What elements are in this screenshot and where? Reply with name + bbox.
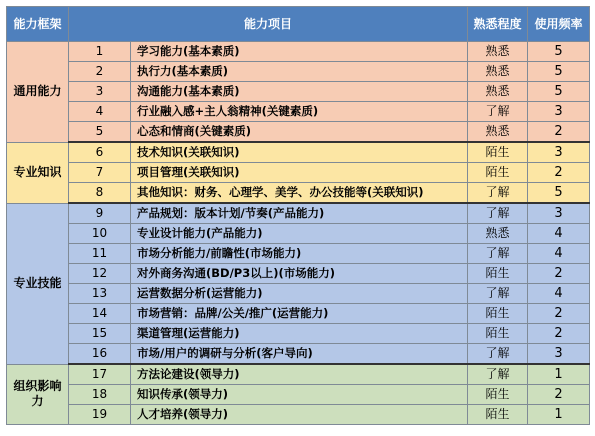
- row-number: 13: [69, 284, 131, 304]
- familiarity-value: 陌生: [468, 264, 528, 284]
- familiarity-value: 熟悉: [468, 122, 528, 143]
- table-row: [7, 163, 590, 183]
- row-number: 8: [69, 183, 131, 204]
- familiarity-value: 陌生: [468, 405, 528, 425]
- row-number: 10: [69, 224, 131, 244]
- ability-item: 知识传承(领导力): [131, 385, 468, 405]
- table-row: [7, 304, 590, 324]
- ability-item: 方法论建设(领导力): [131, 364, 468, 385]
- frequency-value: 5: [528, 82, 590, 102]
- familiarity-value: 陌生: [468, 163, 528, 183]
- table-row: [7, 102, 590, 122]
- ability-table: [6, 6, 590, 425]
- row-number: 14: [69, 304, 131, 324]
- frequency-value: 2: [528, 385, 590, 405]
- familiarity-value: 熟悉: [468, 42, 528, 62]
- header-framework: 能力框架: [7, 7, 69, 42]
- frequency-value: 2: [528, 304, 590, 324]
- frequency-value: 2: [528, 163, 590, 183]
- frequency-value: 4: [528, 244, 590, 264]
- ability-item: 执行力(基本素质): [131, 62, 468, 82]
- familiarity-value: 了解: [468, 183, 528, 204]
- ability-item: 学习能力(基本素质): [131, 42, 468, 62]
- table-row: [7, 62, 590, 82]
- frequency-value: 5: [528, 62, 590, 82]
- category-cell: 通用能力: [7, 42, 69, 143]
- table-row: [7, 385, 590, 405]
- row-number: 4: [69, 102, 131, 122]
- ability-item: 运营数据分析(运营能力): [131, 284, 468, 304]
- ability-item: 行业融入感+主人翁精神(关键素质): [131, 102, 468, 122]
- familiarity-value: 了解: [468, 344, 528, 365]
- table-body: [7, 42, 590, 425]
- frequency-value: 3: [528, 142, 590, 163]
- ability-item: 沟通能力(基本素质): [131, 82, 468, 102]
- ability-item: 专业设计能力(产品能力): [131, 224, 468, 244]
- ability-item: 产品规划：版本计划/节奏(产品能力): [131, 203, 468, 224]
- ability-item: 市场分析能力/前瞻性(市场能力): [131, 244, 468, 264]
- frequency-value: 3: [528, 203, 590, 224]
- table-row: [7, 42, 590, 62]
- frequency-value: 2: [528, 122, 590, 143]
- familiarity-value: 熟悉: [468, 224, 528, 244]
- frequency-value: 2: [528, 324, 590, 344]
- frequency-value: 1: [528, 364, 590, 385]
- table-row: [7, 224, 590, 244]
- familiarity-value: 了解: [468, 284, 528, 304]
- header-item: 能力项目: [69, 7, 468, 42]
- familiarity-value: 了解: [468, 244, 528, 264]
- frequency-value: 2: [528, 264, 590, 284]
- row-number: 11: [69, 244, 131, 264]
- familiarity-value: 陌生: [468, 142, 528, 163]
- row-number: 7: [69, 163, 131, 183]
- frequency-value: 4: [528, 284, 590, 304]
- ability-table-container: [6, 6, 590, 425]
- table-row: [7, 344, 590, 365]
- table-row: [7, 82, 590, 102]
- familiarity-value: 了解: [468, 364, 528, 385]
- row-number: 5: [69, 122, 131, 143]
- ability-item: 市场营销：品牌/公关/推广(运营能力): [131, 304, 468, 324]
- table-row: [7, 203, 590, 224]
- row-number: 16: [69, 344, 131, 365]
- familiarity-value: 陌生: [468, 385, 528, 405]
- ability-item: 技术知识(关联知识): [131, 142, 468, 163]
- row-number: 12: [69, 264, 131, 284]
- category-cell: 组织影响力: [7, 364, 69, 425]
- row-number: 17: [69, 364, 131, 385]
- frequency-value: 4: [528, 224, 590, 244]
- frequency-value: 3: [528, 344, 590, 365]
- ability-item: 市场/用户的调研与分析(客户导向): [131, 344, 468, 365]
- ability-item: 人才培养(领导力): [131, 405, 468, 425]
- frequency-value: 1: [528, 405, 590, 425]
- table-row: [7, 324, 590, 344]
- frequency-value: 3: [528, 102, 590, 122]
- category-cell: 专业知识: [7, 142, 69, 203]
- row-number: 15: [69, 324, 131, 344]
- ability-item: 心态和情商(关键素质): [131, 122, 468, 143]
- familiarity-value: 了解: [468, 203, 528, 224]
- row-number: 1: [69, 42, 131, 62]
- row-number: 9: [69, 203, 131, 224]
- frequency-value: 5: [528, 183, 590, 204]
- row-number: 2: [69, 62, 131, 82]
- table-row: [7, 183, 590, 204]
- table-row: [7, 284, 590, 304]
- table-row: [7, 364, 590, 385]
- familiarity-value: 了解: [468, 102, 528, 122]
- table-row: [7, 244, 590, 264]
- frequency-value: 5: [528, 42, 590, 62]
- row-number: 18: [69, 385, 131, 405]
- row-number: 19: [69, 405, 131, 425]
- familiarity-value: 熟悉: [468, 82, 528, 102]
- familiarity-value: 陌生: [468, 324, 528, 344]
- row-number: 6: [69, 142, 131, 163]
- ability-item: 其他知识：财务、心理学、美学、办公技能等(关联知识): [131, 183, 468, 204]
- category-cell: 专业技能: [7, 203, 69, 364]
- familiarity-value: 陌生: [468, 304, 528, 324]
- ability-item: 渠道管理(运营能力): [131, 324, 468, 344]
- header-frequency: 使用频率: [528, 7, 590, 42]
- ability-item: 项目管理(关联知识): [131, 163, 468, 183]
- row-number: 3: [69, 82, 131, 102]
- familiarity-value: 熟悉: [468, 62, 528, 82]
- table-row: [7, 264, 590, 284]
- table-row: [7, 122, 590, 143]
- table-row: [7, 142, 590, 163]
- ability-item: 对外商务沟通(BD/P3以上)(市场能力): [131, 264, 468, 284]
- table-row: [7, 405, 590, 425]
- header-familiarity: 熟悉程度: [468, 7, 528, 42]
- table-header-row: [7, 7, 590, 42]
